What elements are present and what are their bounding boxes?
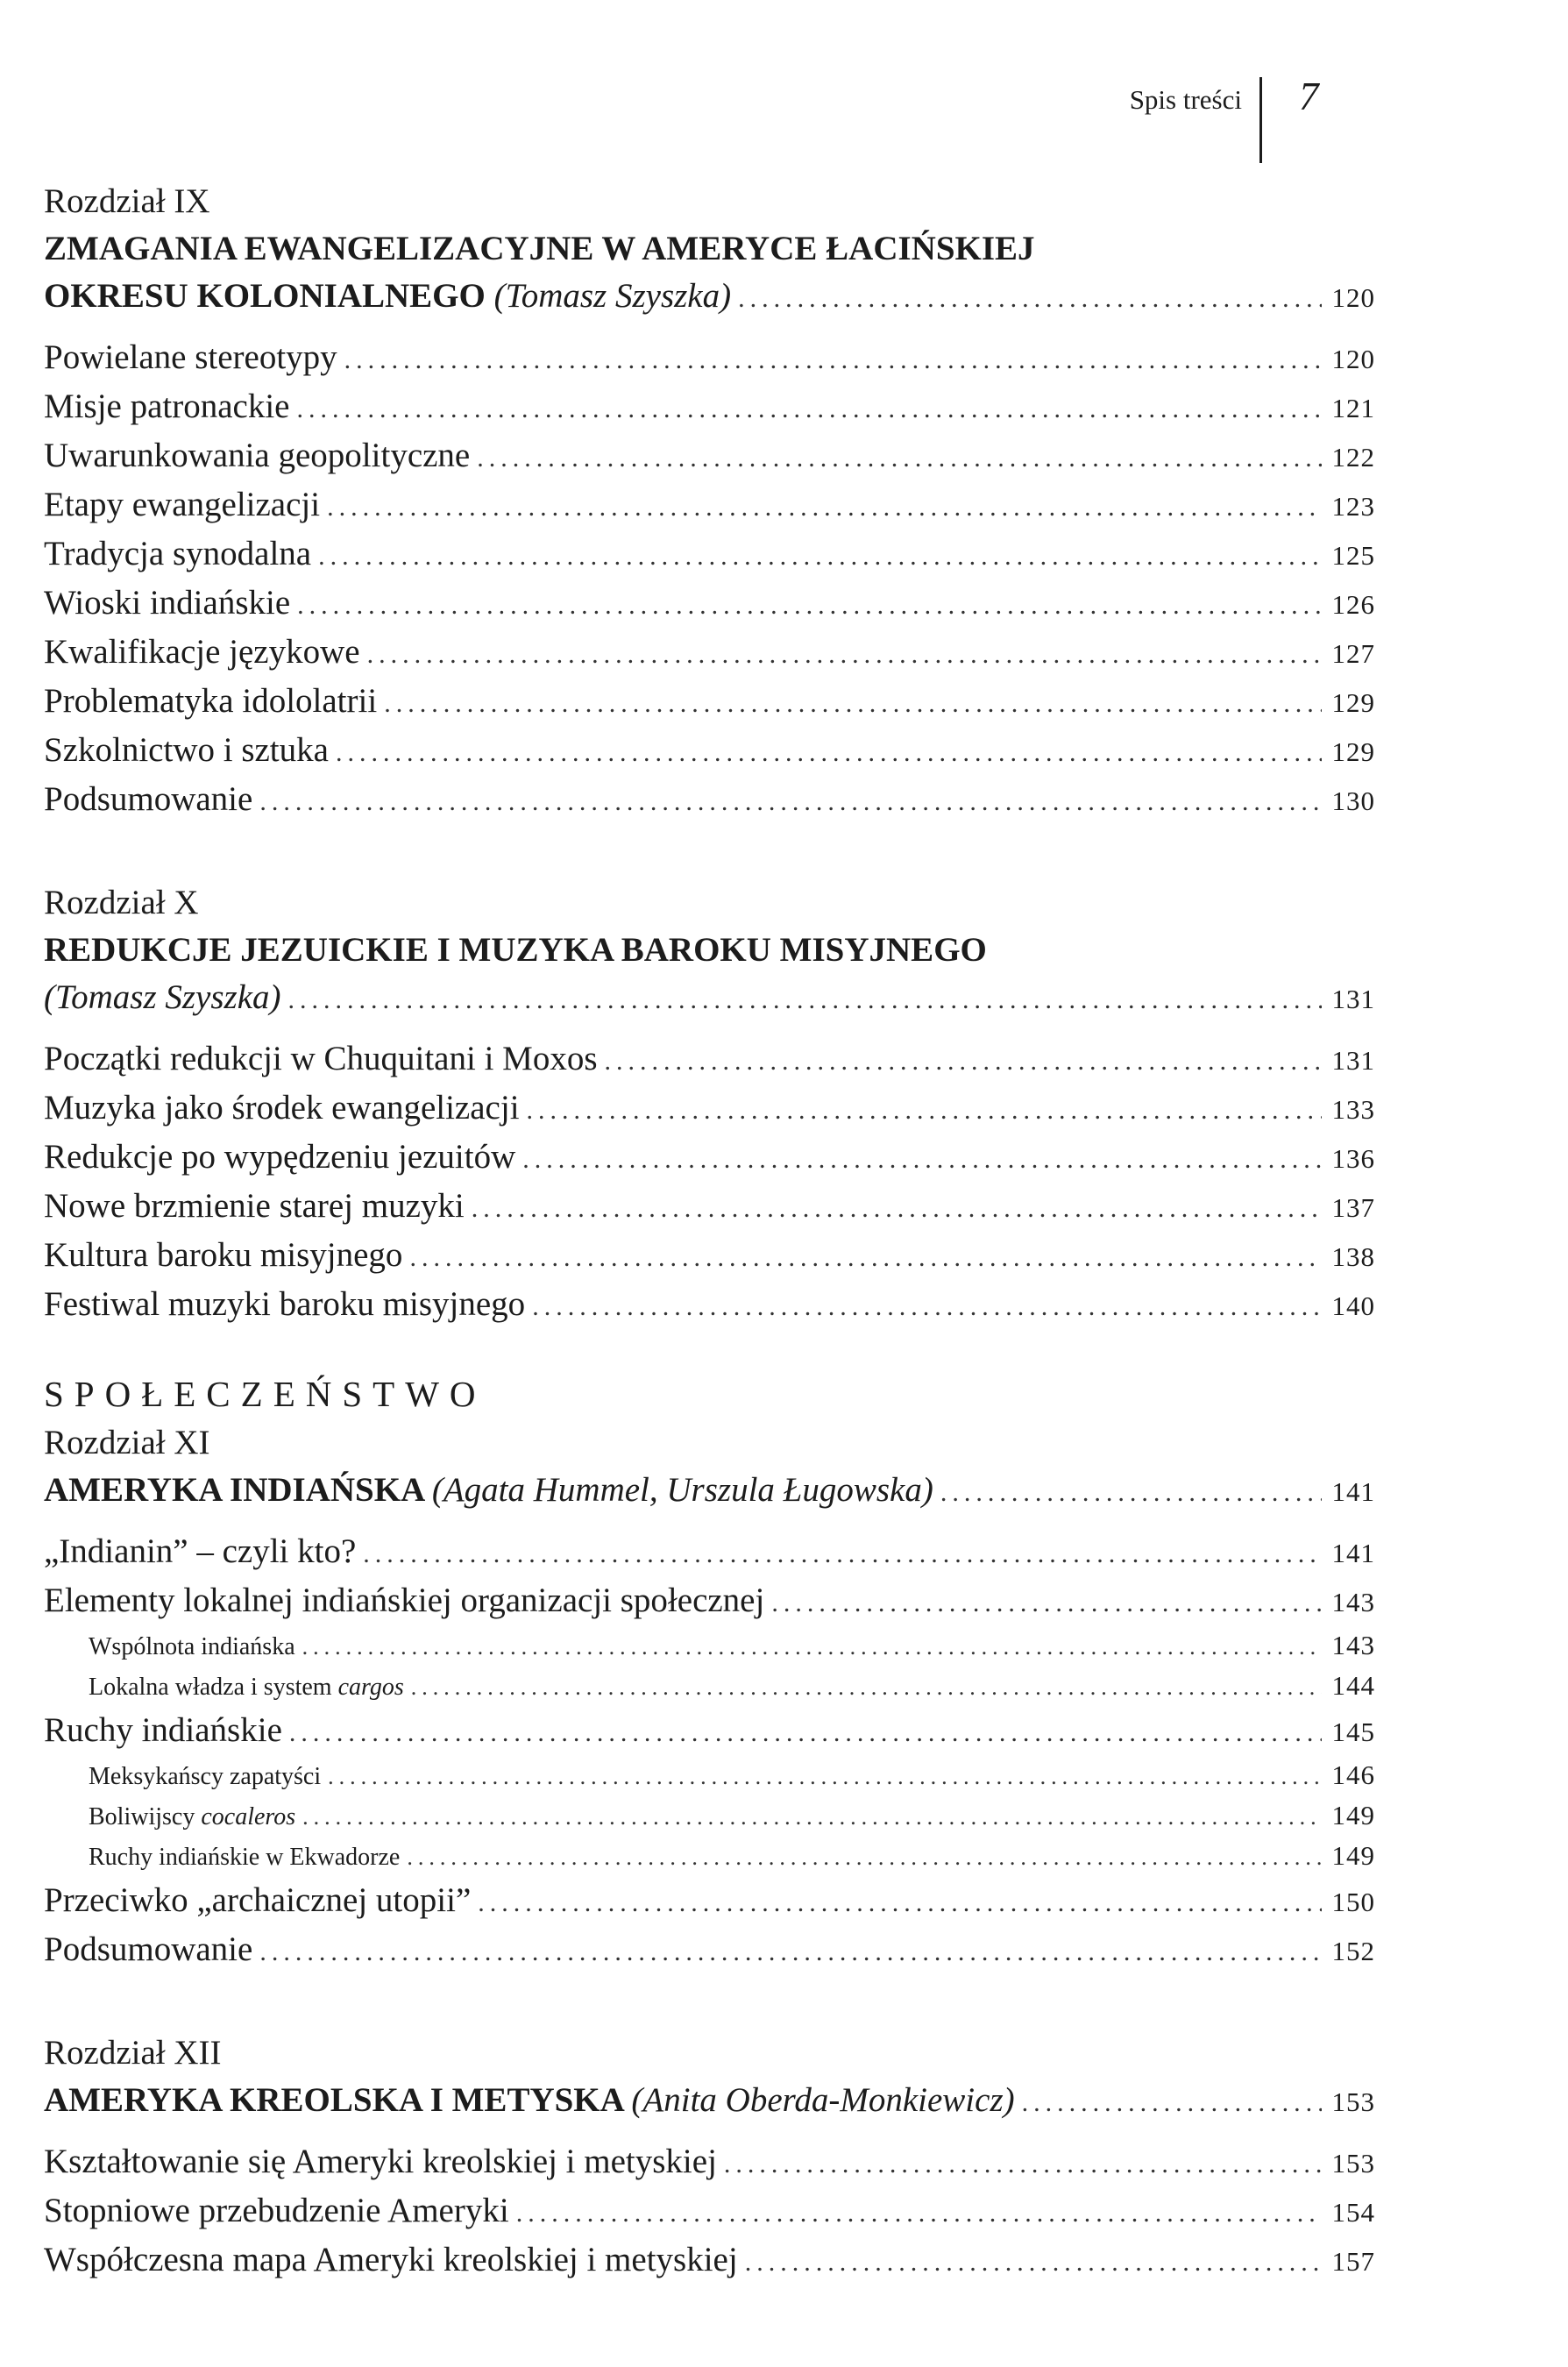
- toc-entry-title: Kwalifikacje językowe: [44, 633, 360, 671]
- toc-entry: [44, 1877, 1375, 1926]
- toc-entry-page: 141: [1331, 1538, 1375, 1568]
- toc-entry-page: 137: [1331, 1192, 1375, 1223]
- toc-entry-title: Podsumowanie: [44, 1930, 253, 1968]
- chapter-xii: [44, 2029, 1375, 2285]
- page-number: 7: [1299, 75, 1319, 118]
- toc-entry: [44, 2236, 1375, 2285]
- dot-leader: [327, 484, 1321, 530]
- chapter-label: Rozdział IX: [44, 182, 210, 220]
- chapter-label: Rozdział X: [44, 884, 199, 921]
- toc-entry-page: 127: [1331, 638, 1375, 669]
- toc-entry-page: 125: [1331, 540, 1375, 571]
- toc-entry-page: 122: [1331, 442, 1375, 473]
- toc-subentry-term: cargos: [337, 1674, 404, 1701]
- toc-entry-page: 126: [1331, 589, 1375, 620]
- table-of-contents: [44, 178, 1375, 2285]
- toc-entry: [44, 481, 1375, 530]
- dot-leader: [289, 1710, 1322, 1756]
- toc-entry: [44, 1577, 1375, 1626]
- running-title: Spis treści: [1129, 84, 1242, 115]
- dot-leader: [367, 631, 1322, 678]
- toc-entry-title: Festiwal muzyki baroku misyjnego: [44, 1285, 526, 1323]
- toc-subentry: [44, 1796, 1375, 1837]
- toc-entry-page: 121: [1331, 393, 1375, 423]
- chapter-title-row: [44, 1467, 1375, 1516]
- toc-entry-page: 143: [1331, 1587, 1375, 1617]
- chapter-ix: [44, 178, 1375, 825]
- chapter-title: AMERYKA INDIAŃSKA: [44, 1471, 424, 1509]
- toc-entry: [44, 629, 1375, 678]
- toc-entry: [44, 2138, 1375, 2187]
- toc-entry-title: Powielane stereotypy: [44, 338, 337, 376]
- chapter-page: 131: [1331, 984, 1375, 1014]
- chapter-title: ZMAGANIA EWANGELIZACYJNE W AMERYCE ŁACIŃSKIEJ: [44, 230, 1035, 267]
- chapter-author: (Tomasz Szyszka): [493, 277, 732, 315]
- toc-entry-title: Początki redukcji w Chuquitani i Moxos: [44, 1040, 598, 1077]
- toc-entry: [44, 1232, 1375, 1281]
- chapter-x: [44, 879, 1375, 1330]
- toc-entry: [44, 1134, 1375, 1183]
- toc-subentry-title: Boliwijscy: [89, 1803, 195, 1830]
- dot-leader: [745, 2239, 1322, 2285]
- toc-entry: [44, 776, 1375, 825]
- part-heading: SPOŁECZEŃSTWO: [44, 1374, 486, 1414]
- toc-entry-title: „Indianin” – czyli kto?: [44, 1532, 357, 1570]
- toc-entry-page: 131: [1331, 1045, 1375, 1076]
- chapter-title-row: [44, 273, 1375, 322]
- dot-leader: [302, 1628, 1322, 1667]
- toc-subentry-title: Lokalna władza i system: [89, 1674, 332, 1701]
- chapter-author: (Anita Oberda-Monkiewicz): [631, 2081, 1015, 2119]
- toc-entry-page: 143: [1331, 1630, 1375, 1660]
- dot-leader: [527, 1087, 1322, 1134]
- toc-entry-title: Problematyka idololatrii: [44, 682, 378, 720]
- toc-entry-title: Elementy lokalnej indiańskiej organizacji społecznej: [44, 1582, 765, 1619]
- chapter-page: 153: [1331, 2086, 1375, 2117]
- dot-leader: [318, 533, 1321, 579]
- chapter-label: Rozdział XI: [44, 1424, 210, 1461]
- dot-leader: [771, 1580, 1321, 1626]
- chapter-author: (Agata Hummel, Urszula Ługowska): [431, 1471, 933, 1509]
- toc-entry-page: 130: [1331, 785, 1375, 816]
- toc-entry-title: Etapy ewangelizacji: [44, 486, 321, 523]
- toc-entry-title: Kultura baroku misyjnego: [44, 1236, 403, 1274]
- toc-entry-page: 140: [1331, 1290, 1375, 1321]
- toc-entry-title: Redukcje po wypędzeniu jezuitów: [44, 1138, 516, 1176]
- toc-subentry: [44, 1626, 1375, 1667]
- toc-entry-title: Muzyka jako środek ewangelizacji: [44, 1089, 520, 1127]
- toc-entry-title: Uwarunkowania geopolityczne: [44, 437, 471, 474]
- toc-entry: [44, 530, 1375, 579]
- toc-entry-page: 138: [1331, 1241, 1375, 1272]
- dot-leader: [407, 1838, 1321, 1877]
- toc-subentry: [44, 1756, 1375, 1796]
- toc-entry-title: Przeciwko „archaicznej utopii”: [44, 1881, 472, 1919]
- toc-entry-page: 133: [1331, 1094, 1375, 1125]
- toc-entry-page: 120: [1331, 344, 1375, 374]
- toc-entry-title: Wioski indiańskie: [44, 584, 291, 622]
- dot-leader: [738, 275, 1321, 322]
- toc-entry-page: 154: [1331, 2197, 1375, 2228]
- dot-leader: [605, 1038, 1322, 1084]
- dot-leader: [344, 337, 1322, 383]
- dot-leader: [477, 435, 1321, 481]
- dot-leader: [516, 2190, 1322, 2236]
- header-rule: [1259, 77, 1262, 163]
- chapter-title-cont: OKRESU KOLONIALNEGO: [44, 277, 486, 315]
- toc-entry-page: 123: [1331, 491, 1375, 522]
- chapter-xi: [44, 1419, 1375, 1975]
- dot-leader: [384, 680, 1321, 727]
- toc-subentry: [44, 1837, 1375, 1877]
- dot-leader: [1022, 2079, 1322, 2126]
- toc-entry-page: 157: [1331, 2246, 1375, 2277]
- toc-entry: [44, 1183, 1375, 1232]
- dot-leader: [363, 1531, 1321, 1577]
- toc-entry-page: 145: [1331, 1717, 1375, 1747]
- toc-entry-title: Tradycja synodalna: [44, 535, 312, 572]
- toc-entry: [44, 1707, 1375, 1756]
- chapter-label: Rozdział XII: [44, 2034, 222, 2072]
- toc-entry-page: 129: [1331, 736, 1375, 767]
- chapter-title: AMERYKA KREOLSKA I METYSKA: [44, 2081, 623, 2119]
- chapter-page: 120: [1331, 282, 1375, 313]
- toc-entry-title: Stopniowe przebudzenie Ameryki: [44, 2192, 509, 2229]
- toc-subentry-title: Meksykańscy zapatyści: [89, 1763, 322, 1790]
- dot-leader: [296, 386, 1321, 432]
- toc-entry-page: 136: [1331, 1143, 1375, 1174]
- dot-leader: [532, 1283, 1321, 1330]
- dot-leader: [940, 1469, 1322, 1516]
- toc-subentry: [44, 1667, 1375, 1707]
- toc-entry: [44, 727, 1375, 776]
- dot-leader: [336, 729, 1322, 776]
- toc-entry-page: 129: [1331, 687, 1375, 718]
- dot-leader: [259, 1929, 1321, 1975]
- toc-entry-title: Współczesna mapa Ameryki kreolskiej i metyskiej: [44, 2241, 738, 2278]
- toc-entry: [44, 1035, 1375, 1084]
- toc-entry-page: 153: [1331, 2148, 1375, 2179]
- toc-entry-title: Misje patronackie: [44, 387, 290, 425]
- dot-leader: [302, 1798, 1321, 1837]
- toc-entry: [44, 1528, 1375, 1577]
- chapter-author: (Tomasz Szyszka): [44, 978, 281, 1016]
- toc-entry: [44, 2187, 1375, 2236]
- toc-entry-title: Kształtowanie się Ameryki kreolskiej i metyskiej: [44, 2143, 717, 2180]
- toc-entry: [44, 1926, 1375, 1975]
- toc-subentry-term: cocaleros: [201, 1803, 296, 1830]
- dot-leader: [259, 778, 1321, 825]
- toc-subentry-title: Wspólnota indiańska: [89, 1633, 295, 1660]
- toc-entry-title: Ruchy indiańskie: [44, 1711, 282, 1749]
- dot-leader: [724, 2141, 1322, 2187]
- dot-leader: [522, 1136, 1321, 1183]
- toc-entry: [44, 1084, 1375, 1134]
- dot-leader: [409, 1234, 1321, 1281]
- toc-entry-title: Nowe brzmienie starej muzyki: [44, 1187, 465, 1225]
- toc-entry-page: 149: [1331, 1840, 1375, 1871]
- running-header: [0, 77, 1568, 156]
- toc-entry-page: 146: [1331, 1759, 1375, 1790]
- chapter-title-row: [44, 2077, 1375, 2126]
- dot-leader: [472, 1185, 1322, 1232]
- toc-entry: [44, 383, 1375, 432]
- toc-subentry-title: Ruchy indiańskie w Ekwadorze: [89, 1844, 401, 1871]
- chapter-author-row: [44, 974, 1375, 1023]
- dot-leader: [478, 1880, 1321, 1926]
- toc-entry: [44, 334, 1375, 383]
- toc-entry: [44, 432, 1375, 481]
- dot-leader: [328, 1758, 1321, 1796]
- toc-entry-page: 152: [1331, 1936, 1375, 1966]
- toc-entry-page: 150: [1331, 1887, 1375, 1917]
- dot-leader: [297, 582, 1321, 629]
- toc-entry: [44, 678, 1375, 727]
- dot-leader: [411, 1668, 1322, 1707]
- toc-entry: [44, 579, 1375, 629]
- toc-entry: [44, 1281, 1375, 1330]
- dot-leader: [288, 977, 1322, 1023]
- toc-entry-title: Podsumowanie: [44, 780, 253, 818]
- chapter-page: 141: [1331, 1476, 1375, 1507]
- toc-entry-title: Szkolnictwo i sztuka: [44, 731, 329, 769]
- toc-entry-page: 144: [1331, 1670, 1375, 1701]
- toc-entry-page: 149: [1331, 1800, 1375, 1830]
- chapter-title: REDUKCJE JEZUICKIE I MUZYKA BAROKU MISYJNEGO: [44, 931, 987, 969]
